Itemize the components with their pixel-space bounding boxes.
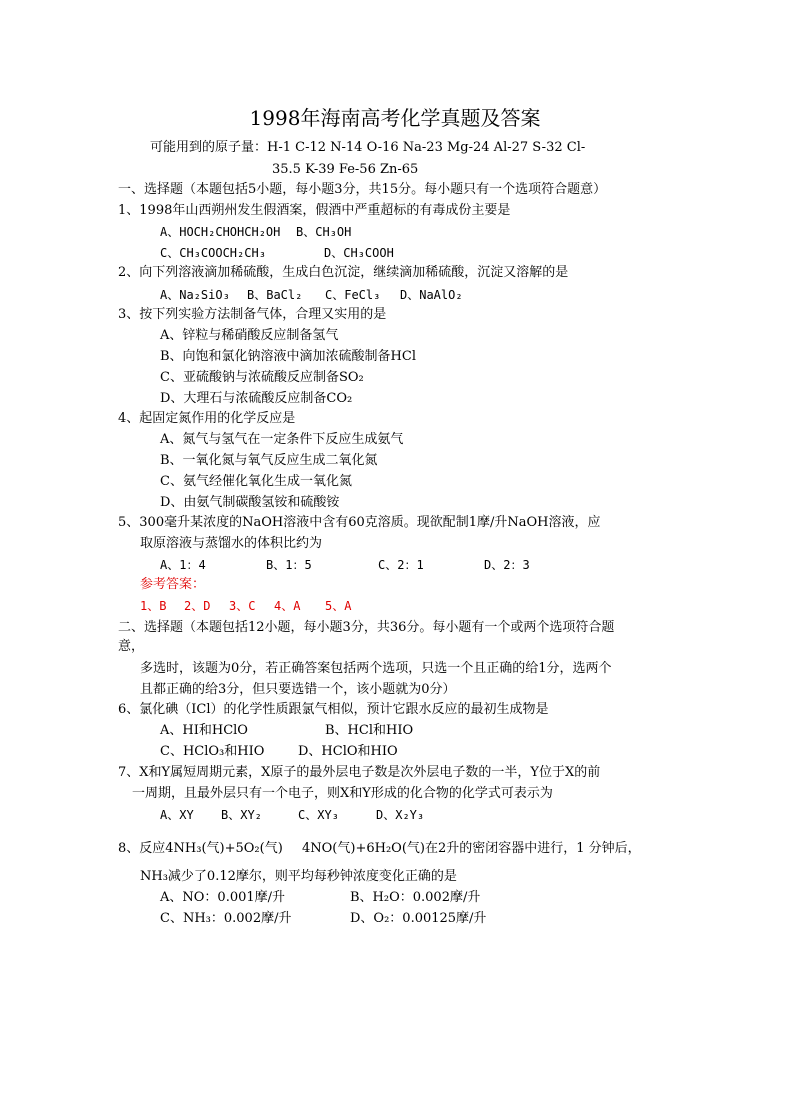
- q3-option-a: A、锌粒与稀硝酸反应制备氢气: [160, 328, 339, 343]
- q5-option-b: B、1：5: [266, 558, 312, 572]
- q7-option-a: A、XY: [160, 808, 194, 822]
- page-title: 1998年海南高考化学真题及答案: [249, 106, 541, 130]
- q7-stem-line1: 7、X和Y属短周期元素，X原子的最外层电子数是次外层电子数的一半，Y位于X的前: [118, 765, 601, 780]
- q5-stem-line1: 5、300毫升某浓度的NaOH溶液中含有60克溶质。现欲配制1摩/升NaOH溶液，应: [118, 515, 601, 530]
- q1-option-b: B、CH₃OH: [296, 225, 352, 239]
- q8-stem-line2: NH₃减少了0.12摩尔，则平均每秒钟浓度变化正确的是: [140, 869, 457, 884]
- q5-stem-line2: 取原溶液与蒸馏水的体积比约为: [140, 536, 323, 551]
- q8-option-b: B、H₂O：0.002摩/升: [350, 890, 481, 905]
- atomic-masses-line2: 35.5 K-39 Fe-56 Zn-65: [272, 162, 419, 177]
- q6-option-c: C、HClO₃和HIO: [160, 744, 265, 759]
- q7-option-d: D、X₂Y₃: [376, 808, 425, 822]
- q2-stem: 2、向下列溶液滴加稀硫酸，生成白色沉淀，继续滴加稀硫酸，沉淀又溶解的是: [118, 265, 569, 280]
- q7-option-b: B、XY₂: [221, 808, 262, 822]
- q4-stem: 4、起固定氮作用的化学反应是: [118, 411, 296, 426]
- answer-1: 1、B: [140, 599, 167, 613]
- q1-stem: 1、1998年山西朔州发生假酒案，假酒中严重超标的有毒成份主要是: [118, 203, 511, 218]
- section2-heading-line4: 且都正确的给3分，但只要选错一个，该小题就为0分）: [140, 682, 456, 697]
- q8-stem-line1b: 4NO(气)+6H₂O(气)在2升的密闭容器中进行，1 分钟后，: [302, 841, 641, 856]
- section2-heading-line1: 二、选择题（本题包括12小题，每小题3分，共36分。每小题有一个或两个选项符合题: [118, 620, 615, 635]
- q4-option-b: B、一氧化氮与氧气反应生成二氧化氮: [160, 453, 378, 468]
- q6-option-a: A、HI和HClO: [160, 723, 248, 738]
- q2-option-b: B、BaCl₂: [247, 288, 303, 302]
- q8-option-a: A、NO：0.001摩/升: [160, 890, 286, 905]
- answer-2: 2、D: [184, 599, 211, 613]
- q1-option-c: C、CH₃COOCH₂CH₃: [160, 246, 266, 260]
- q5-option-c: C、2：1: [378, 558, 424, 572]
- answer-5: 5、A: [325, 599, 352, 613]
- section2-heading-line3: 多选时，该题为0分，若正确答案包括两个选项，只选一个且正确的给1分，选两个: [140, 661, 612, 676]
- q8-option-c: C、NH₃：0.002摩/升: [160, 911, 292, 926]
- q4-option-d: D、由氨气制碳酸氢铵和硫酸铵: [160, 495, 340, 510]
- q6-stem: 6、氯化碘（ICl）的化学性质跟氯气相似，预计它跟水反应的最初生成物是: [118, 702, 549, 717]
- atomic-masses-line1: 可能用到的原子量：H-1 C-12 N-14 O-16 Na-23 Mg-24 Al-27 S-32 Cl-: [150, 140, 586, 155]
- answer-4: 4、A: [274, 599, 301, 613]
- section1-heading: 一、选择题（本题包括5小题，每小题3分，共15分。每小题只有一个选项符合题意）: [118, 182, 607, 197]
- q2-option-c: C、FeCl₃: [325, 288, 381, 302]
- q3-option-c: C、亚硫酸钠与浓硫酸反应制备SO₂: [160, 370, 364, 385]
- q6-option-b: B、HCl和HIO: [325, 723, 414, 738]
- q5-option-d: D、2：3: [484, 558, 530, 572]
- answer-3: 3、C: [229, 599, 256, 613]
- q2-option-a: A、Na₂SiO₃: [160, 288, 230, 302]
- q5-option-a: A、1：4: [160, 558, 206, 572]
- q3-option-b: B、向饱和氯化钠溶液中滴加浓硫酸制备HCl: [160, 349, 416, 364]
- q1-option-a: A、HOCH₂CHOHCH₂OH: [160, 225, 281, 239]
- q2-option-d: D、NaAlO₂: [400, 288, 463, 302]
- section2-heading-line2: 意，: [118, 639, 145, 654]
- q3-stem: 3、按下列实验方法制备气体，合理又实用的是: [118, 307, 387, 322]
- q7-option-c: C、XY₃: [298, 808, 339, 822]
- q1-option-d: D、CH₃COOH: [324, 246, 394, 260]
- q4-option-a: A、氮气与氢气在一定条件下反应生成氨气: [160, 432, 404, 447]
- q7-stem-line2: 一周期，且最外层只有一个电子，则X和Y形成的化合物的化学式可表示为: [132, 786, 553, 801]
- q6-option-d: D、HClO和HIO: [298, 744, 398, 759]
- answer-label: 参考答案：: [140, 577, 206, 592]
- q8-option-d: D、O₂：0.00125摩/升: [350, 911, 487, 926]
- q8-stem-line1a: 8、反应4NH₃(气)+5O₂(气): [118, 841, 283, 856]
- q4-option-c: C、氨气经催化氧化生成一氧化氮: [160, 474, 352, 489]
- q3-option-d: D、大理石与浓硫酸反应制备CO₂: [160, 391, 353, 406]
